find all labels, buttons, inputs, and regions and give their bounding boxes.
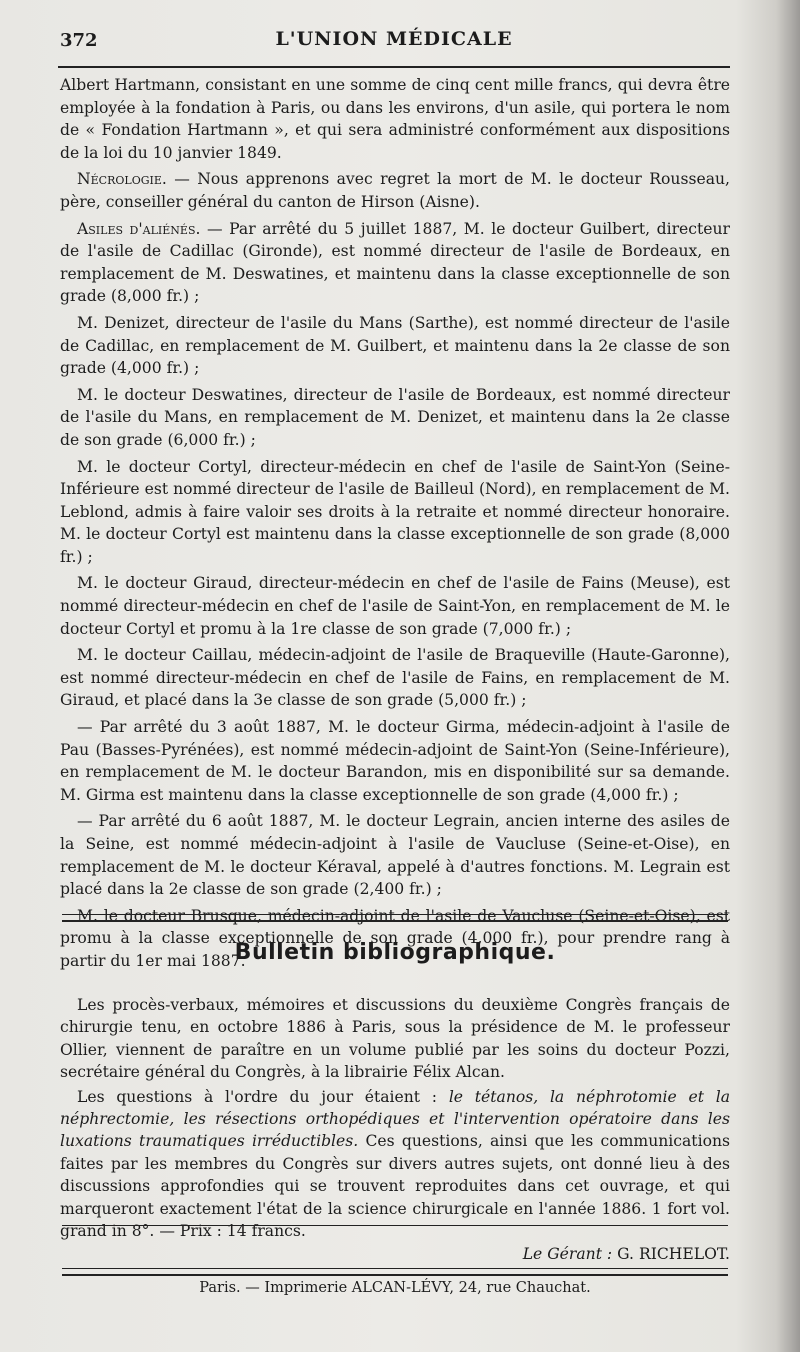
paragraph-brusque: M. le docteur Brusque, médecin-adjoint de l'asile de Vaucluse (Seine-et-Oise), est promu à la classe exceptionnelle de son grade (4,000 fr.), pour prendre rang à partir du 1er mai 1887. (60, 906, 730, 970)
paragraph-hartmann: Albert Hartmann, consistant en une somme de cinq cent mille francs, qui devra être employée à la fondation à Paris, ou dans les environs, d'un asile, qui portera le nom de « Fondation Hartmann », et qui sera administré conformément aux dispositions de la loi du 10 janvier 1849. (60, 76, 730, 162)
section-divider (62, 914, 728, 922)
section-label-asiles: Asiles d'aliénés. (77, 219, 201, 238)
section-label-necrologie: Nécrologie. (77, 170, 167, 189)
paragraph-caillau: M. le docteur Caillau, médecin-adjoint de l'asile de Braqueville (Haute-Garonne), est nommé directeur-médecin en chef de l'asile de Fains, en remplacement de M. Giraud, et placé dans la 3e classe de son grade (5,000 fr.) ; (60, 646, 730, 710)
bulletin-topics: le tétanos, la néphrotomie et la néphrectomie, les résections orthopédiques et l'intervention opératoire dans les luxations traumatiques irréductibles. (60, 1087, 731, 1151)
gerant-name: G. RICHELOT. (617, 1245, 730, 1263)
running-title: L'UNION MÉDICALE (275, 28, 513, 50)
footer-rule-top (62, 1225, 728, 1226)
bulletin-paragraph-1: Les procès-verbaux, mémoires et discussions du deuxième Congrès français de chirurgie tenu, en octobre 1886 à Paris, sous la présidence de M. le professeur Ollier, viennent de paraître en un volume publié par les soins du docteur Pozzi, secrétaire général du Congrès, à la librairie Félix Alcan. (60, 996, 730, 1082)
footer-divider (62, 1268, 728, 1276)
gerant-label: Le Gérant : (522, 1245, 613, 1263)
necrologie-text: — Nous apprenons avec regret la mort de M. le docteur Rousseau, père, conseiller général du canton de Hirson (Aisne). (60, 170, 730, 211)
printer-imprint: Paris. — Imprimerie ALCAN-LÉVY, 24, rue Chauchat. (199, 1280, 591, 1296)
bulletin-column (60, 994, 730, 1244)
page-header (60, 26, 728, 60)
page-number: 372 (60, 30, 98, 51)
paragraph-denizet: M. Denizet, directeur de l'asile du Mans (Sarthe), est nommé directeur de l'asile de Cadillac, en remplacement de M. Guilbert, et maintenu dans la 2e classe de son grade (4,000 fr.) ; (60, 313, 730, 378)
bulletin-title: Bulletin bibliographique. (234, 940, 556, 965)
bulletin-intro: Les questions à l'ordre du jour étaient : (77, 1087, 449, 1106)
paragraph-legrain: — Par arrêté du 6 août 1887, M. le docteur Legrain, ancien interne des asiles de la Seine, est nommé médecin-adjoint à l'asile de Vaucluse (Seine-et-Oise), en remplacement de M. le docteur Kéraval, appelé à d'autres fonctions. M. Legrain est placé dans la 2e classe de son grade (2,400 fr.) ; (60, 812, 730, 899)
paragraph-asiles (60, 218, 730, 308)
asiles-text: — Par arrêté du 5 juillet 1887, M. le docteur Guilbert, directeur de l'asile de Cadillac (Gironde), est nommé directeur de l'asile de Bordeaux, en remplacement de M. Deswatines, et maintenu dans la classe exceptionnelle de son grade (8,000 fr.) ; (60, 219, 730, 306)
header-rule (58, 66, 730, 68)
gerant-line (60, 1245, 730, 1263)
bulletin-paragraph-2 (60, 1086, 730, 1243)
bulletin-rest: Ces questions, ainsi que les communications faites par les membres du Congrès sur divers autres sujets, ont donné lieu à des discussions approfondies qui se trouvent reproduites dans cet ouvrage, et qui marqueront exactement l'état de la science chirurgicale en l'année 1886. 1 fort vol. grand in 8°. — Prix : 14 francs. (60, 1132, 730, 1241)
paragraph-necrologie (60, 168, 730, 213)
paragraph-girma: — Par arrêté du 3 août 1887, M. le docteur Girma, médecin-adjoint à l'asile de Pau (Basses-Pyrénées), est nommé médecin-adjoint de Saint-Yon (Seine-Inférieure), en remplacement de M. le docteur Barandon, mis en disponibilité sur sa demande. M. Girma est maintenu dans la classe exceptionnelle de son grade (4,000 fr.) ; (60, 718, 730, 804)
news-column (60, 74, 730, 977)
paragraph-cortyl: M. le docteur Cortyl, directeur-médecin en chef de l'asile de Saint-Yon (Seine-Inférieure est nommé directeur de l'asile de Bailleul (Nord), en remplacement de M. Leblond, admis à faire valoir ses droits à la retraite et nommé directeur honoraire. M. le docteur Cortyl est maintenu dans la classe exceptionnelle de son grade (8,000 fr.) ; (60, 457, 730, 566)
paragraph-giraud: M. le docteur Giraud, directeur-médecin en chef de l'asile de Fains (Meuse), est nommé directeur-médecin en chef de l'asile de Saint-Yon, en remplacement de M. le docteur Cortyl et promu à la 1re classe de son grade (7,000 fr.) ; (60, 574, 730, 638)
paragraph-deswatines: M. le docteur Deswatines, directeur de l'asile de Bordeaux, est nommé directeur de l'asile du Mans, en remplacement de M. Denizet, et maintenu dans la 2e classe de son grade (6,000 fr.) ; (60, 385, 730, 449)
